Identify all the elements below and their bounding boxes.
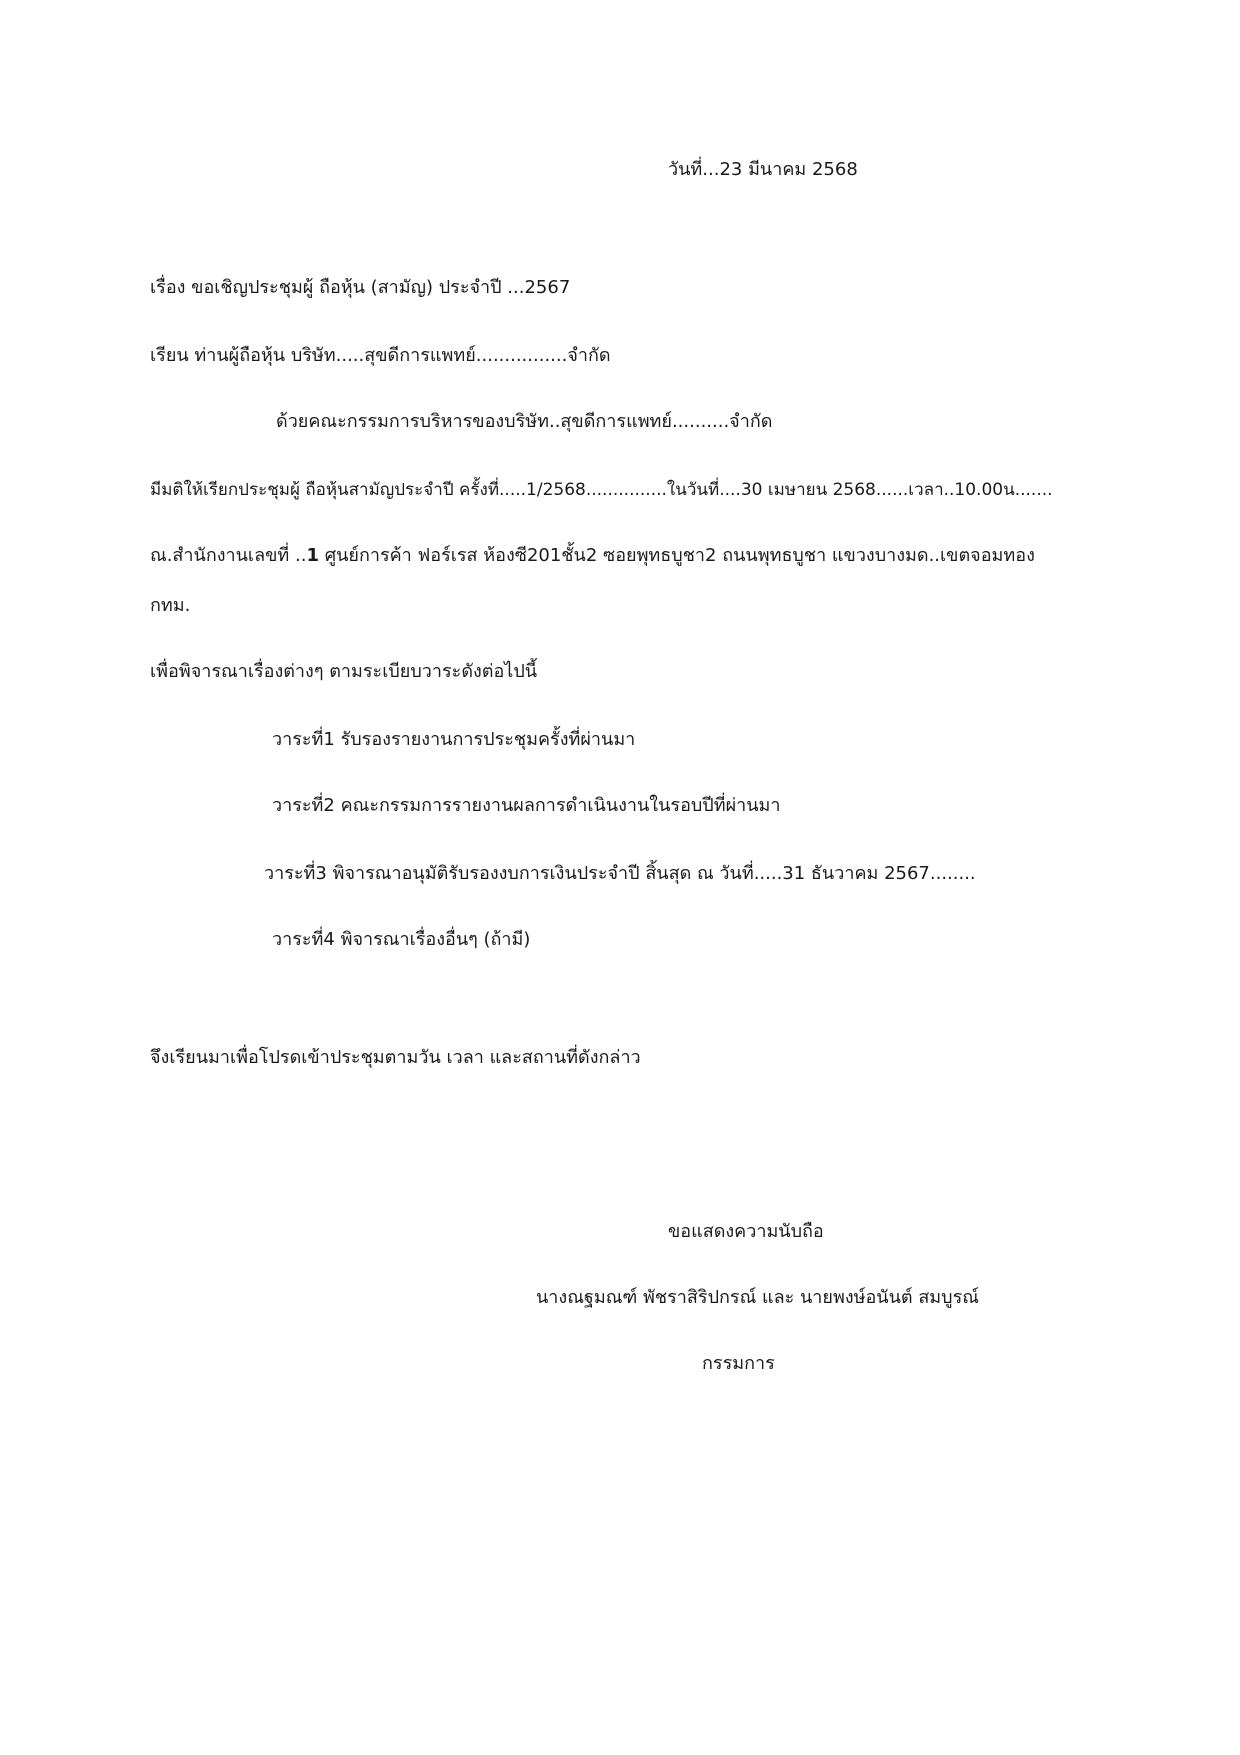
- letter-closing: จึงเรียนมาเพื่อโปรดเข้าประชุมตามวัน เวลา และสถานที่ดังกล่าว: [150, 1047, 641, 1068]
- letter-date: วันที่...23 มีนาคม 2568: [668, 159, 858, 180]
- location-prefix: ณ.สำนักงานเลขที่ ..: [150, 545, 307, 566]
- letter-intro: ด้วยคณะกรรมการบริหารของบริษัท..สุขดีการแพทย์..........จำกัด: [276, 411, 773, 432]
- location-rest: ศูนย์การค้า ฟอร์เรส ห้องซี201ชั้น2 ซอยพุทธบูชา2 ถนนพุทธบูชา แขวงบางมด..เขตจอมทอง: [318, 545, 1035, 566]
- letter-location: [150, 544, 1035, 568]
- agenda-item-4: วาระที่4 พิจารณาเรื่องอื่นๆ (ถ้ามี): [272, 929, 531, 950]
- letter-signatory-title: กรรมการ: [702, 1353, 775, 1374]
- agenda-item-1: วาระที่1 รับรองรายงานการประชุมครั้งที่ผ่านมา: [272, 729, 636, 750]
- agenda-item-3: วาระที่3 พิจารณาอนุมัติรับรองงบการเงินประจำปี สิ้นสุด ณ วันที่.....31 ธันวาคม 2567........: [264, 863, 976, 884]
- letter-regards: ขอแสดงความนับถือ: [668, 1221, 824, 1242]
- letter-resolution: มีมติให้เรียกประชุมผู้ ถือหุ้นสามัญประจำปี ครั้งที่.....1/2568...............ในวันที่....30 เมษายน 2568......เวลา..10.00น.......: [150, 480, 1053, 500]
- agenda-item-2: วาระที่2 คณะกรรมการรายงานผลการดำเนินงานในรอบปีที่ผ่านมา: [272, 795, 781, 816]
- location-number: 1: [306, 545, 319, 566]
- letter-recipient: เรียน ท่านผู้ถือหุ้น บริษัท.....สุขดีการแพทย์................จำกัด: [150, 345, 611, 366]
- letter-location-line2: กทม.: [150, 595, 191, 616]
- agenda-intro: เพื่อพิจารณาเรื่องต่างๆ ตามระเบียบวาระดังต่อไปนี้: [150, 661, 538, 682]
- letter-signatories: นางณฐมณฑ์ พัชราสิริปกรณ์ และ นายพงษ์อนันต์ สมบูรณ์: [536, 1287, 979, 1308]
- letter-subject: เรื่อง ขอเชิญประชุมผู้ ถือหุ้น (สามัญ) ประจำปี ...2567: [150, 277, 571, 298]
